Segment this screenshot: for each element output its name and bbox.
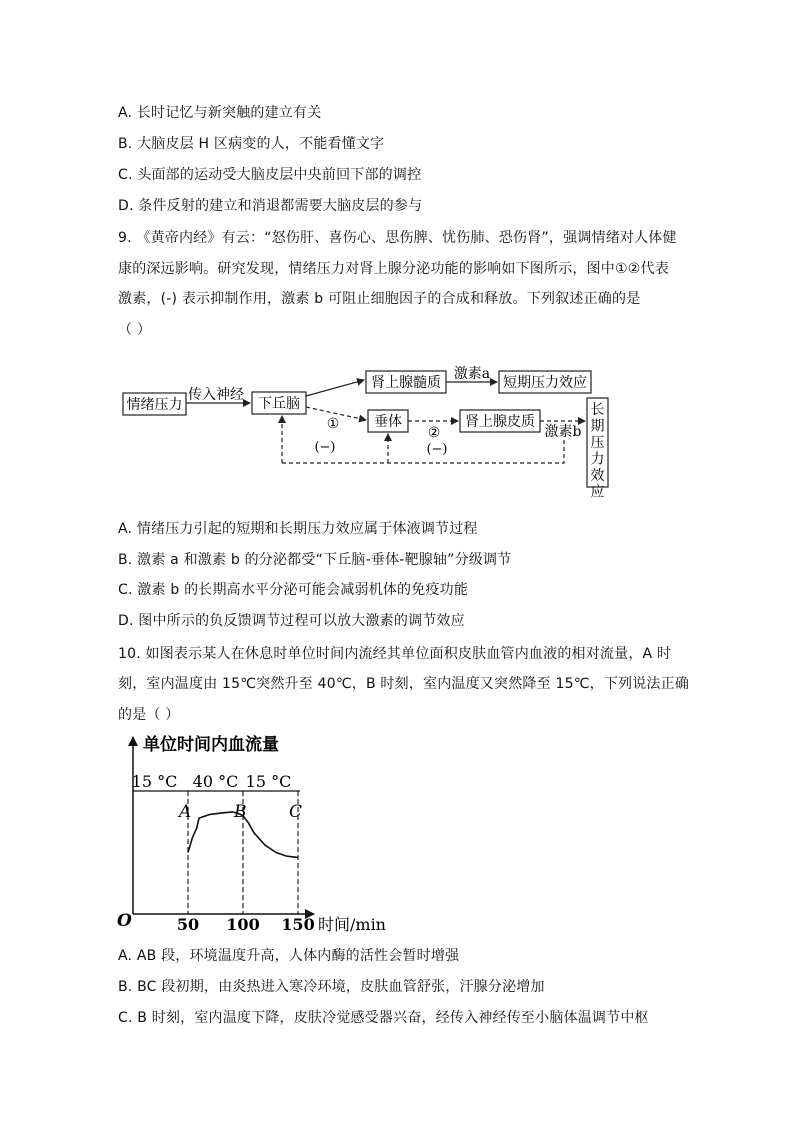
- q9-stem-line-2: 康的深远影响。研究发现，情绪压力对肾上腺分泌功能的影响如下图所示，图中①②代表: [118, 261, 669, 277]
- inhibition-1-label: (−): [314, 440, 336, 455]
- q9-stem-line-1: 9. 《黄帝内经》有云：“怒伤肝、喜伤心、思伤脾、忧伤肺、恐伤肾”，强调情绪对人体健: [118, 230, 677, 246]
- x-axis-label: 时间/min: [318, 915, 386, 934]
- x-tick-label: 150: [281, 915, 315, 934]
- hormone-a-label: 激素a: [453, 366, 491, 382]
- time-point-label-a: A: [179, 802, 192, 822]
- hypothalamus-label: 下丘脑: [258, 396, 300, 412]
- q10-option-c: C. B 时刻，室内温度下降，皮肤冷觉感受器兴奋，经传入神经传至小脑体温调节中枢: [118, 1010, 649, 1026]
- q10-stem-line-3: 的是（ ）: [118, 707, 180, 723]
- long-term-effect-label: 长期压力效应: [590, 402, 605, 501]
- segment-temperature-label: 40 °C: [192, 772, 239, 791]
- adrenal-cortex-label: 肾上腺皮质: [465, 414, 535, 430]
- short-term-effect-label: 短期压力效应: [503, 375, 587, 391]
- hormone-1-marker: ①: [326, 416, 340, 432]
- q9-option-a: A. 情绪压力引起的短期和长期压力效应属于体液调节过程: [118, 521, 478, 537]
- q8-option-c: C. 头面部的运动受大脑皮层中央前回下部的调控: [118, 167, 422, 183]
- q10-stem-line-2: 刻，室内温度由 15℃突然升至 40℃，B 时刻，室内温度又突然降至 15℃，下列说法正确: [118, 676, 690, 692]
- adrenal-medulla-label: 肾上腺髓质: [371, 375, 441, 391]
- q10-stem-line-1: 10. 如图表示某人在休息时单位时间内流经其单位面积皮肤血管内血液的相对流量，A 时: [118, 646, 672, 662]
- emotional-stress-label: 情绪压力: [126, 397, 183, 413]
- pituitary-label: 垂体: [374, 414, 402, 430]
- inhibition-2-label: (−): [426, 442, 448, 457]
- q9-stem-line-3: 激素，(-) 表示抑制作用，激素 b 可阻止细胞因子的合成和释放。下列叙述正确的是: [118, 291, 641, 307]
- x-tick-label: 50: [176, 915, 200, 934]
- hypothalamus-to-medulla-arrow: [306, 380, 364, 396]
- q10-option-a: A. AB 段，环境温度升高，人体内酶的活性会暂时增强: [118, 948, 460, 964]
- q9-option-c: C. 激素 b 的长期高水平分泌可能会减弱机体的免疫功能: [118, 582, 469, 598]
- hormone-b-label: 激素b: [544, 424, 582, 440]
- time-point-label-c: C: [289, 802, 303, 822]
- q9-option-b: B. 激素 a 和激素 b 的分泌都受“下丘脑-垂体-靶腺轴”分级调节: [118, 552, 512, 568]
- q9-option-d: D. 图中所示的负反馈调节过程可以放大激素的调节效应: [118, 613, 465, 629]
- origin-label: O: [117, 911, 132, 931]
- stress-regulation-diagram: [0, 362, 794, 501]
- x-tick-label: 100: [226, 915, 260, 934]
- q8-option-a: A. 长时记忆与新突触的建立有关: [118, 105, 322, 121]
- segment-temperature-label: 15 °C: [131, 772, 178, 791]
- time-point-label-b: B: [234, 802, 247, 822]
- hormone-2-marker: ②: [427, 425, 441, 441]
- q10-option-b: B. BC 段初期，由炎热进入寒冷环境，皮肤血管舒张，汗腺分泌增加: [118, 979, 545, 995]
- blood-flow-chart: [112, 730, 412, 940]
- afferent-nerve-label: 传入神经: [188, 387, 244, 403]
- q8-option-b: B. 大脑皮层 H 区病变的人，不能看懂文字: [118, 136, 385, 152]
- segment-temperature-label: 15 °C: [245, 772, 292, 791]
- q9-stem-line-4: （ ）: [118, 322, 152, 338]
- y-axis-label: 单位时间内血流量: [143, 735, 279, 755]
- q8-option-d: D. 条件反射的建立和消退都需要大脑皮层的参与: [118, 198, 423, 214]
